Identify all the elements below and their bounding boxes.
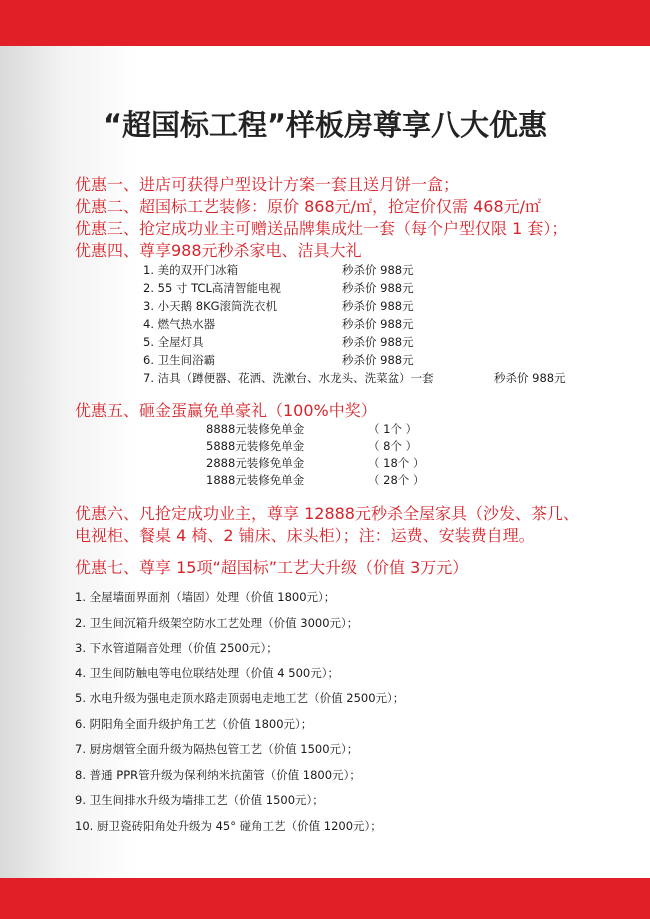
- appliance-price: 秒杀价 988元: [342, 353, 414, 367]
- offer-2: 优惠二、超国标工艺装修：原价 868元/㎡，抢定价仅需 468元/㎡: [75, 197, 542, 216]
- upgrade-item: 8. 普通 PPR管升级为保利纳米抗菌管（价值 1800元）；: [75, 768, 361, 782]
- appliance-name: 7. 洁具（蹲便器、花洒、洗漱台、水龙头、洗菜盆）一套: [143, 371, 434, 385]
- prize-name: 8888元装修免单金: [206, 422, 305, 436]
- appliance-price: 秒杀价 988元: [342, 299, 414, 313]
- prize-count: （ 8个 ）: [368, 439, 418, 453]
- offer-6-line-1: 优惠六、凡抢定成功业主，尊享 12888元秒杀全屋家具（沙发、茶几、: [75, 504, 579, 523]
- offer-3: 优惠三、抢定成功业主可赠送品牌集成灶一套（每个户型仅限 1 套）；: [75, 219, 568, 238]
- prize-count: （ 18个 ）: [368, 456, 425, 470]
- upgrade-item: 6. 阴阳角全面升级护角工艺（价值 1800元）；: [75, 717, 313, 731]
- upgrade-item: 10. 厨卫瓷砖阳角处升级为 45° 碰角工艺（价值 1200元）；: [75, 819, 382, 833]
- page-title: “超国标工程”样板房尊享八大优惠: [102, 108, 548, 142]
- upgrade-item: 2. 卫生间沉箱升级架空防水工艺处理（价值 3000元）；: [75, 616, 359, 630]
- prize-name: 2888元装修免单金: [206, 456, 305, 470]
- bottom-red-band: [0, 878, 650, 919]
- upgrade-item: 9. 卫生间排水升级为墙排工艺（价值 1500元）；: [75, 793, 324, 807]
- appliance-price: 秒杀价 988元: [494, 371, 566, 385]
- appliance-price: 秒杀价 988元: [342, 281, 414, 295]
- upgrade-item: 4. 卫生间防触电等电位联结处理（价值 4 500元）；: [75, 666, 339, 680]
- upgrade-item: 1. 全屋墙面界面剂（墙固）处理（价值 1800元）；: [75, 590, 336, 604]
- prize-name: 5888元装修免单金: [206, 439, 305, 453]
- offer-1: 优惠一、进店可获得户型设计方案一套且送月饼一盒；: [75, 175, 460, 194]
- offer-5: 优惠五、砸金蛋赢免单豪礼（100%中奖）: [75, 401, 377, 420]
- offer-6-line-2: 电视柜、餐桌 4 椅、2 铺床、床头柜）；注：运费、安装费自理。: [75, 526, 535, 545]
- top-red-band: [0, 0, 650, 46]
- upgrade-item: 5. 水电升级为强电走顶水路走顶弱电走地工艺（价值 2500元）；: [75, 691, 405, 705]
- appliance-name: 2. 55 寸 TCL高清智能电视: [143, 281, 281, 295]
- appliance-name: 1. 美的双开门冰箱: [143, 263, 239, 277]
- appliance-name: 6. 卫生间浴霸: [143, 353, 216, 367]
- appliance-price: 秒杀价 988元: [342, 335, 414, 349]
- prize-name: 1888元装修免单金: [206, 473, 305, 487]
- appliance-price: 秒杀价 988元: [342, 263, 414, 277]
- appliance-name: 4. 燃气热水器: [143, 317, 216, 331]
- upgrade-item: 7. 厨房烟管全面升级为隔热包管工艺（价值 1500元）；: [75, 742, 359, 756]
- appliance-name: 5. 全屋灯具: [143, 335, 204, 349]
- appliance-name: 3. 小天鹅 8KG滚筒洗衣机: [143, 299, 278, 313]
- offer-4: 优惠四、尊享988元秒杀家电、洁具大礼: [75, 241, 362, 260]
- prize-count: （ 1个 ）: [368, 422, 418, 436]
- appliance-price: 秒杀价 988元: [342, 317, 414, 331]
- offer-7: 优惠七、尊享 15项“超国标”工艺大升级（价值 3万元）: [75, 558, 469, 577]
- upgrade-item: 3. 下水管道隔音处理（价值 2500元）；: [75, 641, 278, 655]
- prize-count: （ 28个 ）: [368, 473, 425, 487]
